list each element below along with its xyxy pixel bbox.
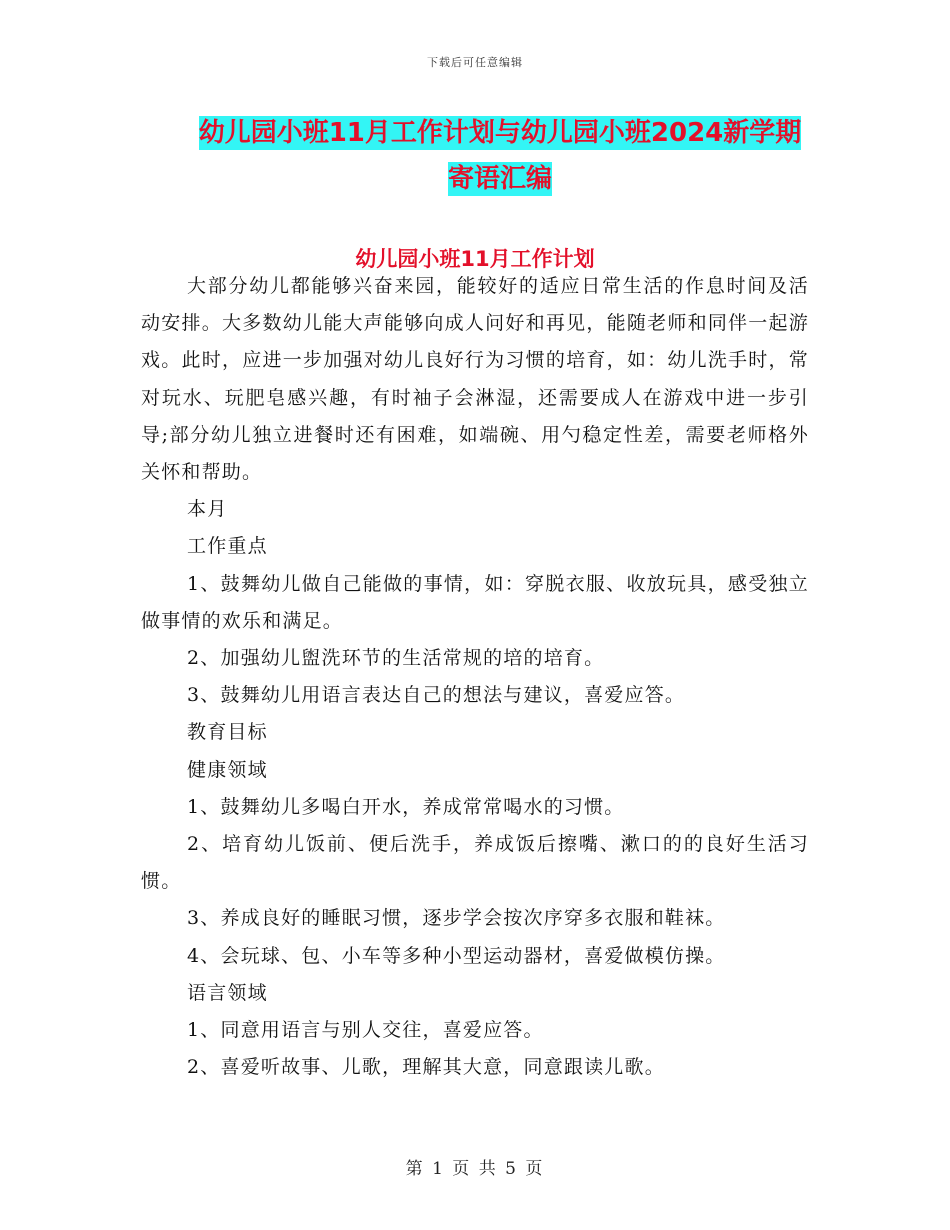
paragraph: 工作重点 [187, 535, 268, 558]
header-note: 下载后可任意编辑 [427, 56, 523, 69]
paragraph: 健康领域 [187, 758, 268, 781]
paragraph: 1、同意用语言与别人交往，喜爱应答。 [187, 1019, 544, 1042]
paragraph: 3、鼓舞幼儿用语言表达自己的想法与建议，喜爱应答。 [187, 684, 686, 707]
paragraph: 4、会玩球、包、小车等多种小型运动器材，喜爱做模仿操。 [187, 944, 726, 967]
paragraph: 2、培育幼儿饭前、便后洗手，养成饭后擦嘴、漱口的的良好生活习惯。 [141, 833, 809, 893]
paragraph: 本月 [187, 498, 228, 521]
section-title: 幼儿园小班11月工作计划 [355, 247, 595, 271]
title-line-2: 寄语汇编 [447, 164, 552, 194]
page-footer: 第 1 页 共 5 页 [405, 1159, 545, 1179]
paragraph: 1、鼓舞幼儿多喝白开水，养成常常喝水的习惯。 [187, 795, 625, 818]
paragraph: 1、鼓舞幼儿做自己能做的事情，如：穿脱衣服、收放玩具，感受独立做事情的欢乐和满足。 [141, 572, 809, 632]
document-title [150, 110, 850, 202]
paragraph: 语言领域 [187, 981, 268, 1004]
paragraph: 3、养成良好的睡眠习惯，逐步学会按次序穿多衣服和鞋袜。 [187, 907, 726, 930]
document-body [141, 268, 809, 1086]
paragraph: 2、喜爱听故事、儿歌，理解其大意，同意跟读儿歌。 [187, 1056, 665, 1079]
paragraph: 大部分幼儿都能够兴奋来园，能较好的适应日常生活的作息时间及活动安排。大多数幼儿能大声能够向成人问好和再见，能随老师和同伴一起游戏。此时，应进一步加强对幼儿良好行为习惯的培育，如：幼儿洗手时，常对玩水、玩肥皂感兴趣，有时袖子会淋湿，还需要成人在游戏中进一步引导;部分幼儿独立进餐时还有困难，如端碗、用勺稳定性差，需要老师格外关怀和帮助。 [141, 275, 809, 484]
paragraph: 教育目标 [187, 721, 268, 744]
paragraph: 2、加强幼儿盥洗环节的生活常规的培的培育。 [187, 647, 605, 670]
title-line-1: 幼儿园小班11月工作计划与幼儿园小班2024新学期 [198, 118, 802, 148]
